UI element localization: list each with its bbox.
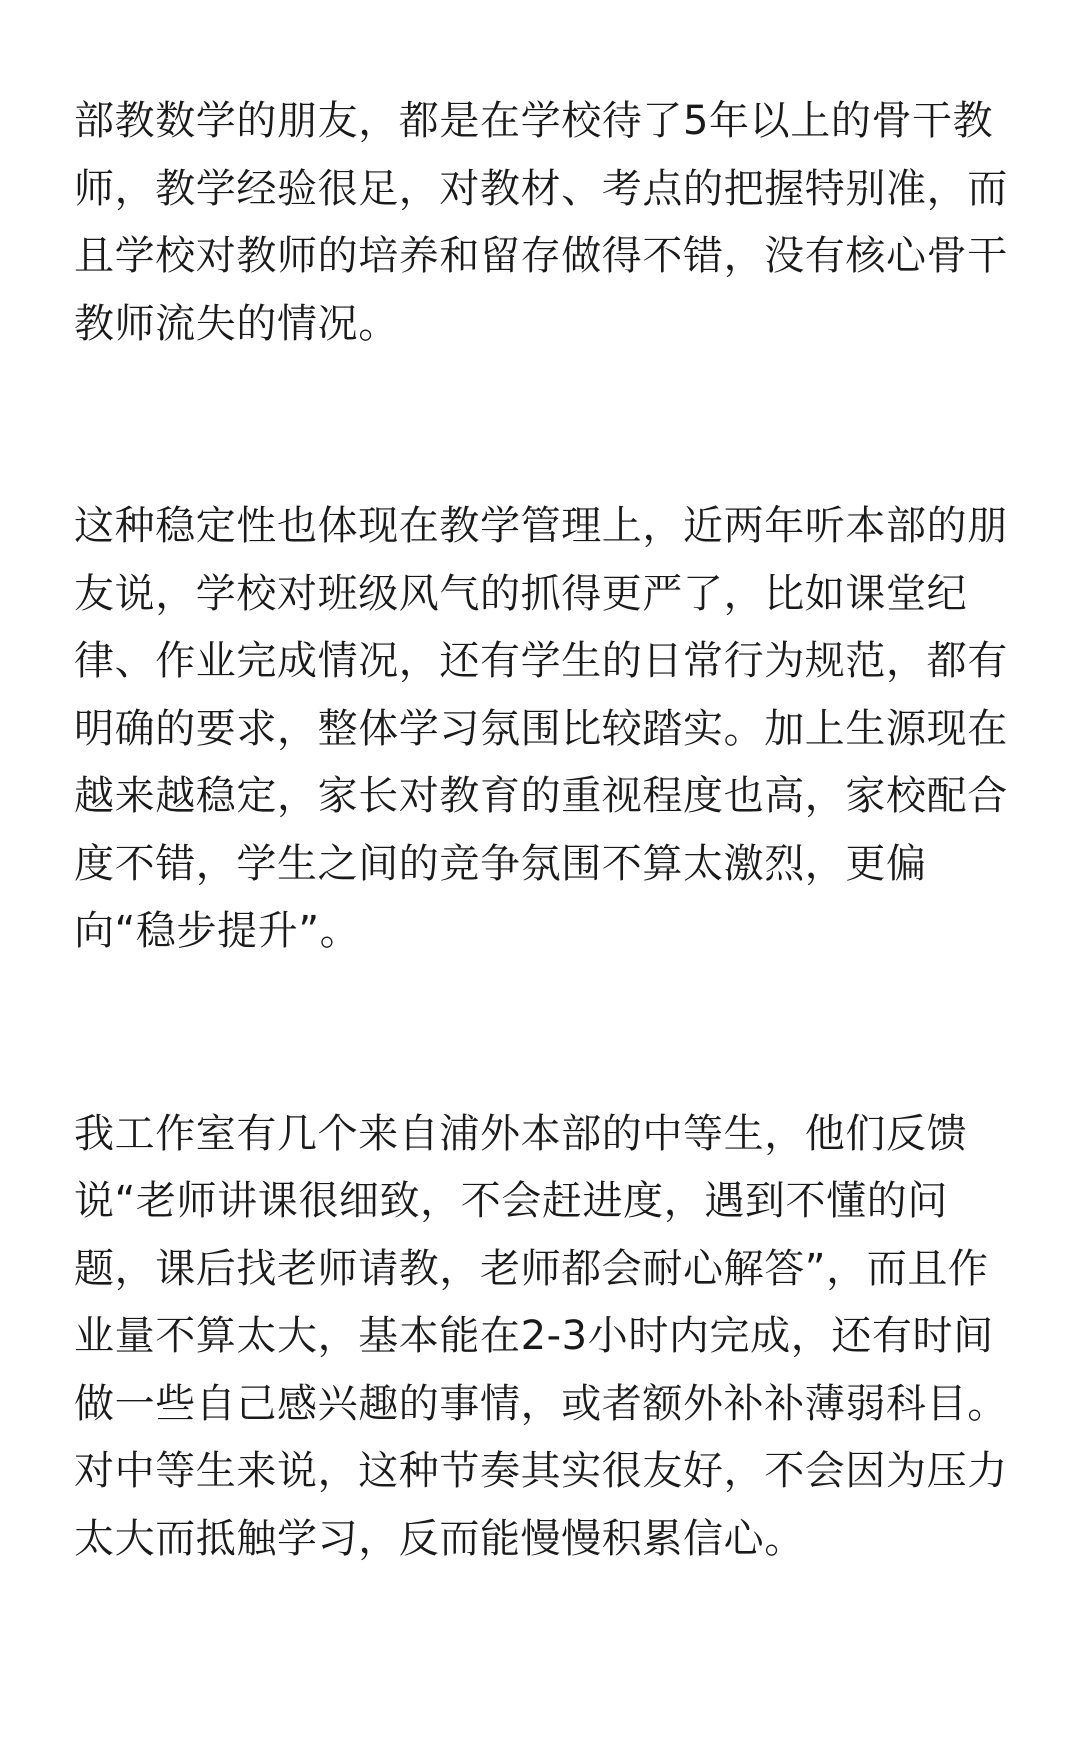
article-body (74, 88, 1014, 1573)
paragraph-1: 部教数学的朋友，都是在学校待了5年以上的骨干教师，教学经验很足，对教材、考点的把握特别准，而且学校对教师的培养和留存做得不错，没有核心骨干教师流失的情况。 (74, 98, 1008, 347)
paragraph-3: 我工作室有几个来自浦外本部的中等生，他们反馈说“老师讲课很细致，不会赶进度，遇到不懂的问题，课后找老师请教，老师都会耐心解答”，而且作业量不算太大，基本能在2-3小时内完成，还有时间做一些自己感兴趣的事情，或者额外补补薄弱科目。对中等生来说，这种节奏其实很友好，不会因为压力太大而抵触学习，反而能慢慢积累信心。 (74, 1110, 1008, 1562)
paragraph-2: 这种稳定性也体现在教学管理上，近两年听本部的朋友说，学校对班级风气的抓得更严了，比如课堂纪律、作业完成情况，还有学生的日常行为规范，都有明确的要求，整体学习氛围比较踏实。加上生源现在越来越稳定，家长对教育的重视程度也高，家校配合度不错，学生之间的竞争氛围不算太激烈，更偏向“稳步提升”。 (74, 503, 1008, 954)
